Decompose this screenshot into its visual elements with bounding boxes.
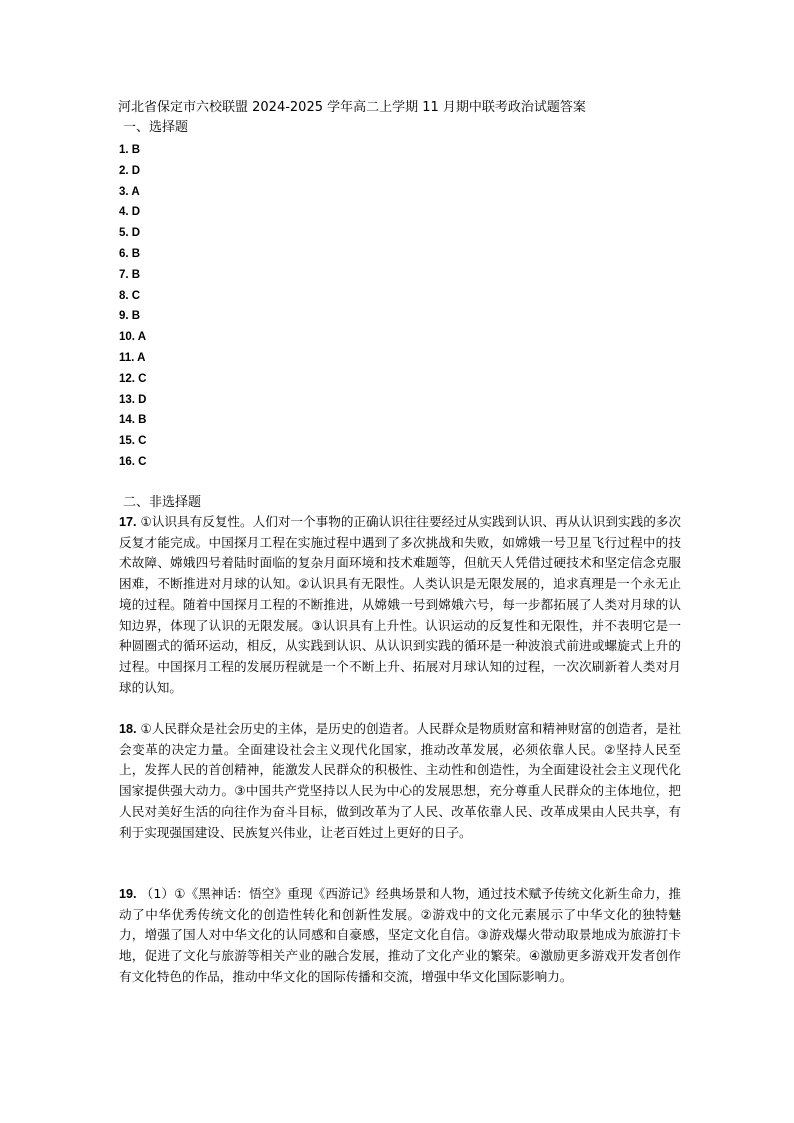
answer-text-19: （1）①《黑神话：悟空》重现《西游记》经典场景和人物，通过技术赋予传统文化新生命力，推动了中华优秀传统文化的创造性转化和创新性发展。②游戏中的文化元素展示了中华文化的独特魅力，增强了国人对中华文化的认同感和自豪感，坚定文化自信。③游戏爆火带动取景地成为旅游打卡地，促进了文化与旅游等相关产业的融合发展，推动了文化产业的繁荣。④激励更多游戏开发者创作有文化特色的作品，推动中华文化的国际传播和交流，增强中华文化国际影响力。 bbox=[119, 886, 681, 984]
answer-text-18: ①人民群众是社会历史的主体，是历史的创造者。人民群众是物质财富和精神财富的创造者，是社会变革的决定力量。全面建设社会主义现代化国家，推动改革发展，必须依靠人民。②坚持人民至上，发挥人民的首创精神，能激发人民群众的积极性、主动性和创造性，为全面建设社会主义现代化国家提供强大动力。③中国共产党坚持以人民为中心的发展思想，充分尊重人民群众的主体地位，把人民对美好生活的向往作为奋斗目标，做到改革为了人民、改革依靠人民、改革成果由人民共享，有利于实现强国建设、民族复兴伟业，让老百姓过上更好的日子。 bbox=[119, 721, 681, 840]
answer-item: 12. C bbox=[119, 372, 147, 385]
answer-item: 15. C bbox=[119, 435, 147, 448]
answer-item: 4. D bbox=[119, 206, 141, 219]
answer-paragraph-17 bbox=[119, 512, 681, 698]
document-title: 河北省保定市六校联盟 2024-2025 学年高二上学期 11 月期中联考政治试题答案 bbox=[118, 100, 586, 115]
answer-item: 3. A bbox=[119, 185, 140, 198]
answer-item: 16. C bbox=[119, 455, 147, 468]
section-heading-non-choice: 二、非选择题 bbox=[123, 495, 202, 510]
answer-item: 9. B bbox=[119, 310, 141, 323]
answer-item: 10. A bbox=[119, 331, 147, 344]
answer-paragraph-19 bbox=[119, 884, 681, 988]
answer-item: 1. B bbox=[119, 144, 141, 156]
answer-paragraph-18 bbox=[119, 719, 681, 843]
answer-item: 6. B bbox=[119, 247, 141, 260]
question-number-17: 17. bbox=[119, 515, 137, 529]
answer-item: 7. B bbox=[119, 268, 141, 281]
answer-item: 8. C bbox=[119, 289, 141, 302]
answer-item: 14. B bbox=[119, 414, 147, 427]
question-number-18: 18. bbox=[119, 722, 137, 736]
answer-item: 2. D bbox=[119, 164, 141, 177]
section-heading-multiple-choice: 一、选择题 bbox=[123, 120, 189, 135]
answer-text-17: ①认识具有反复性。人们对一个事物的正确认识往往要经过从实践到认识、再从认识到实践的多次反复才能完成。中国探月工程在实施过程中遇到了多次挑战和失败，如嫦娥一号卫星飞行过程中的技术故障、嫦娥四号着陆时面临的复杂月面环境和技术难题等，但航天人凭借过硬技术和坚定信念克服困难，不断推进对月球的认知。②认识具有无限性。人类认识是无限发展的，追求真理是一个永无止境的过程。随着中国探月工程的不断推进，从嫦娥一号到嫦娥六号，每一步都拓展了人类对月球的认知边界，体现了认识的无限发展。③认识具有上升性。认识运动的反复性和无限性，并不表明它是一种圆圈式的循环运动，相反，从实践到认识、从认识到实践的循环是一种波浪式前进或螺旋式上升的过程。中国探月工程的发展历程就是一个不断上升、拓展对月球认知的过程，一次次刷新着人类对月球的认知。 bbox=[119, 514, 681, 695]
answer-item: 5. D bbox=[119, 227, 141, 240]
answer-list bbox=[119, 140, 147, 473]
question-number-19: 19. bbox=[119, 887, 137, 901]
answer-item: 13. D bbox=[119, 393, 147, 406]
answer-item: 11. A bbox=[119, 351, 146, 364]
